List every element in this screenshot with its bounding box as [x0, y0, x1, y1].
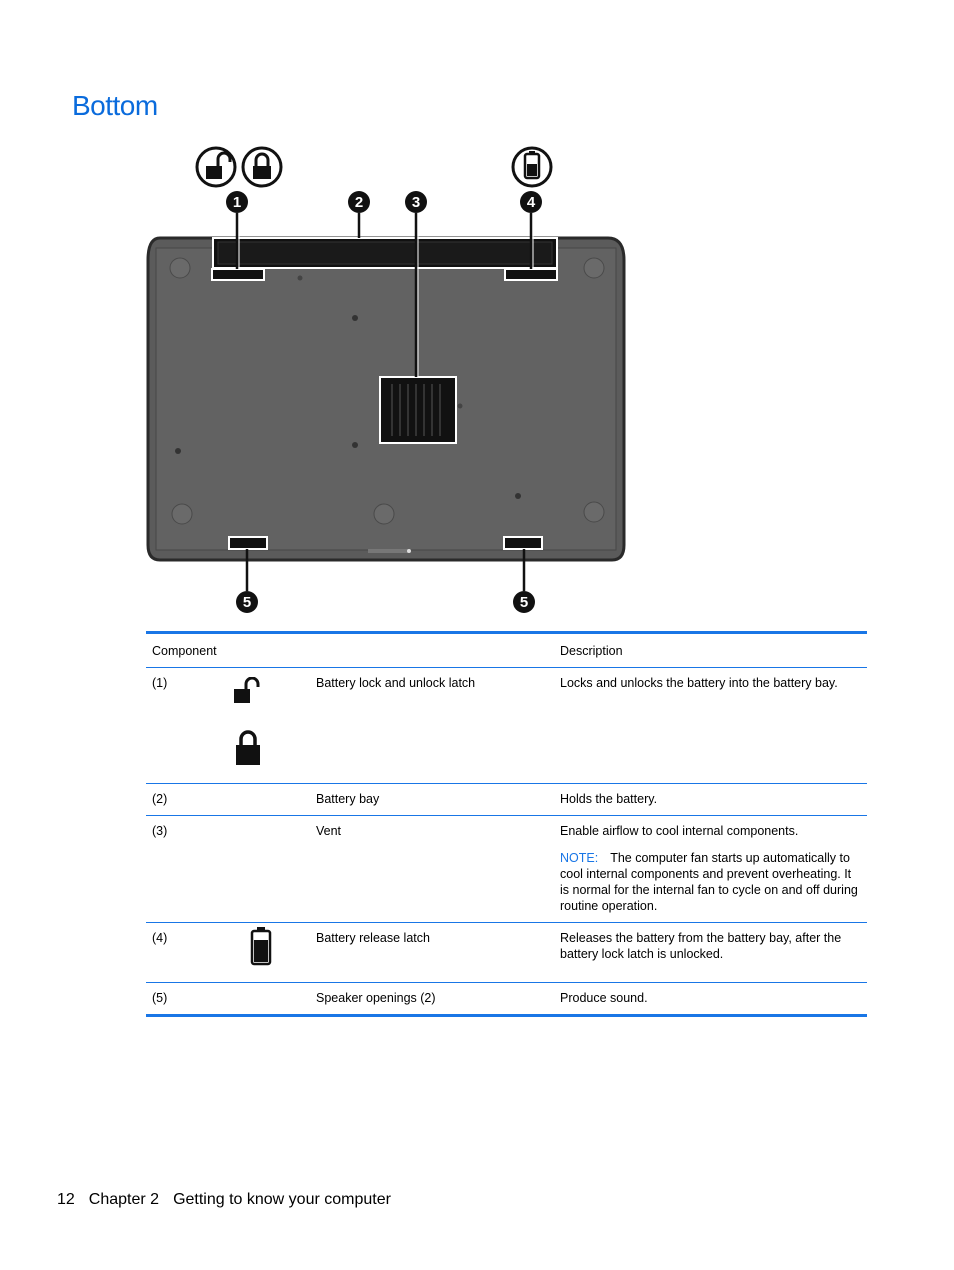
row-name: Battery bay	[310, 784, 554, 816]
callout-5a	[236, 591, 258, 613]
table-row	[146, 983, 867, 1016]
row-number: (2)	[146, 784, 188, 816]
lock-latch	[212, 269, 264, 280]
row-description: Releases the battery from the battery bay, after the battery lock latch is unlocked.	[554, 923, 867, 983]
unlock-icon	[197, 148, 235, 186]
chapter-label: Chapter 2	[88, 1191, 160, 1208]
table-row	[146, 816, 867, 923]
callout-2	[348, 191, 370, 213]
svg-text:1: 1	[232, 194, 242, 211]
component-table	[146, 631, 867, 1017]
row-name: Battery lock and unlock latch	[310, 668, 554, 784]
laptop-bottom-diagram	[140, 140, 640, 620]
unlock-icon	[230, 677, 270, 711]
svg-text:5: 5	[519, 594, 529, 611]
svg-text:4: 4	[526, 194, 536, 211]
speaker-right	[504, 537, 542, 549]
callout-3	[405, 191, 427, 213]
note-text: The computer fan starts up automatically to cool internal components and prevent overheating. It is normal for the internal fan to cycle on and off during routine operation.	[560, 851, 858, 913]
row-description: Produce sound.	[554, 983, 867, 1016]
callout-4	[520, 191, 542, 213]
table-header-row	[146, 633, 867, 668]
row-icons	[188, 668, 310, 784]
table-row	[146, 784, 867, 816]
row-name: Speaker openings (2)	[310, 983, 554, 1016]
row-number: (3)	[146, 816, 188, 923]
row-description: Enable airflow to cool internal components.	[560, 824, 799, 838]
table-row	[146, 923, 867, 983]
row-name: Battery release latch	[310, 923, 554, 983]
lock-icon	[230, 729, 270, 769]
note	[560, 850, 861, 914]
row-description: Holds the battery.	[554, 784, 867, 816]
release-latch	[505, 269, 557, 280]
callout-5b	[513, 591, 535, 613]
svg-text:2: 2	[354, 194, 364, 211]
page-footer	[57, 1191, 405, 1209]
chapter-title: Getting to know your computer	[173, 1191, 391, 1208]
page-title: Bottom	[72, 90, 158, 121]
battery-icon	[513, 148, 551, 186]
battery-bay	[213, 238, 557, 268]
header-description: Description	[554, 633, 867, 668]
row-description: Locks and unlocks the battery into the battery bay.	[554, 668, 867, 784]
header-component: Component	[146, 633, 554, 668]
row-number: (5)	[146, 983, 188, 1016]
row-number: (4)	[146, 923, 188, 983]
lock-icon	[243, 148, 281, 186]
speaker-left	[229, 537, 267, 549]
note-label: NOTE:	[560, 851, 599, 865]
battery-icon	[242, 926, 282, 968]
page-number: 12	[57, 1191, 75, 1208]
svg-text:5: 5	[242, 594, 252, 611]
row-name: Vent	[310, 816, 554, 923]
callout-1	[226, 191, 248, 213]
row-number: (1)	[146, 668, 188, 784]
svg-text:3: 3	[411, 194, 421, 211]
table-row	[146, 668, 867, 784]
vent	[380, 377, 456, 443]
